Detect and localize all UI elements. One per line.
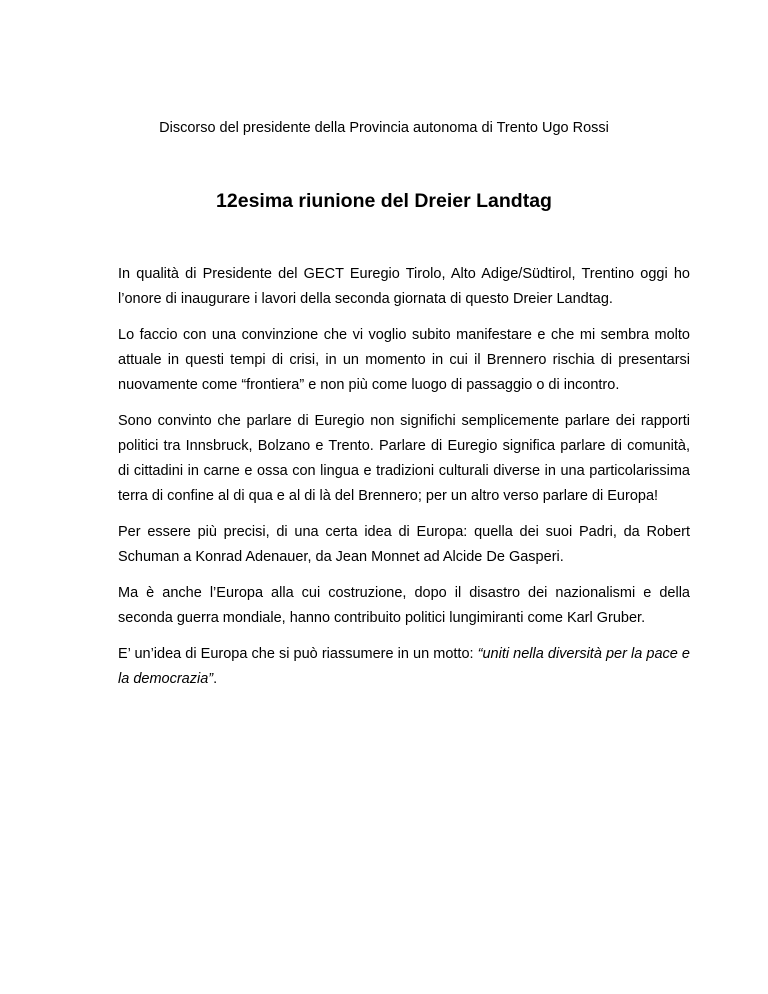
paragraph-6-lead: E’ un’idea di Europa che si può riassumere in un motto: (118, 646, 478, 662)
paragraph-1: In qualità di Presidente del GECT Euregio Tirolo, Alto Adige/Südtirol, Trentino oggi ho l’onore di inaugurare i lavori della seconda giornata di questo Dreier Landtag. (118, 266, 690, 307)
paragraph-6 (118, 642, 690, 692)
paragraph-5: Ma è anche l’Europa alla cui costruzione, dopo il disastro dei nazionalismi e della seconda guerra mondiale, hanno contribuito politici lungimiranti come Karl Gruber. (118, 585, 690, 626)
paragraph-2: Lo faccio con una convinzione che vi voglio subito manifestare e che mi sembra molto attuale in questi tempi di crisi, in un momento in cui il Brennero rischia di presentarsi nuovamente come “frontiera” e non più come luogo di passaggio o di incontro. (118, 327, 690, 393)
paragraph-4: Per essere più precisi, di una certa idea di Europa: quella dei suoi Padri, da Robert Schuman a Konrad Adenauer, da Jean Monnet ad Alcide De Gasperi. (118, 524, 690, 565)
document-title: 12esima riunione del Dreier Landtag (216, 190, 552, 212)
document-subtitle: Discorso del presidente della Provincia autonoma di Trento Ugo Rossi (159, 120, 609, 136)
paragraph-3: Sono convinto che parlare di Euregio non significhi semplicemente parlare dei rapporti politici tra Innsbruck, Bolzano e Trento. Parlare di Euregio significa parlare di comunità, di cittadini in carne e ossa con lingua e tradizioni culturali diverse in una particolarissima terra di confine al di qua e al di là del Brennero; per un altro verso parlare di Europa! (118, 413, 690, 504)
paragraph-6-end: . (213, 671, 218, 687)
motto-quote: “uniti nella diversità per la pace e la democrazia” (118, 646, 690, 687)
document-body (118, 262, 690, 703)
